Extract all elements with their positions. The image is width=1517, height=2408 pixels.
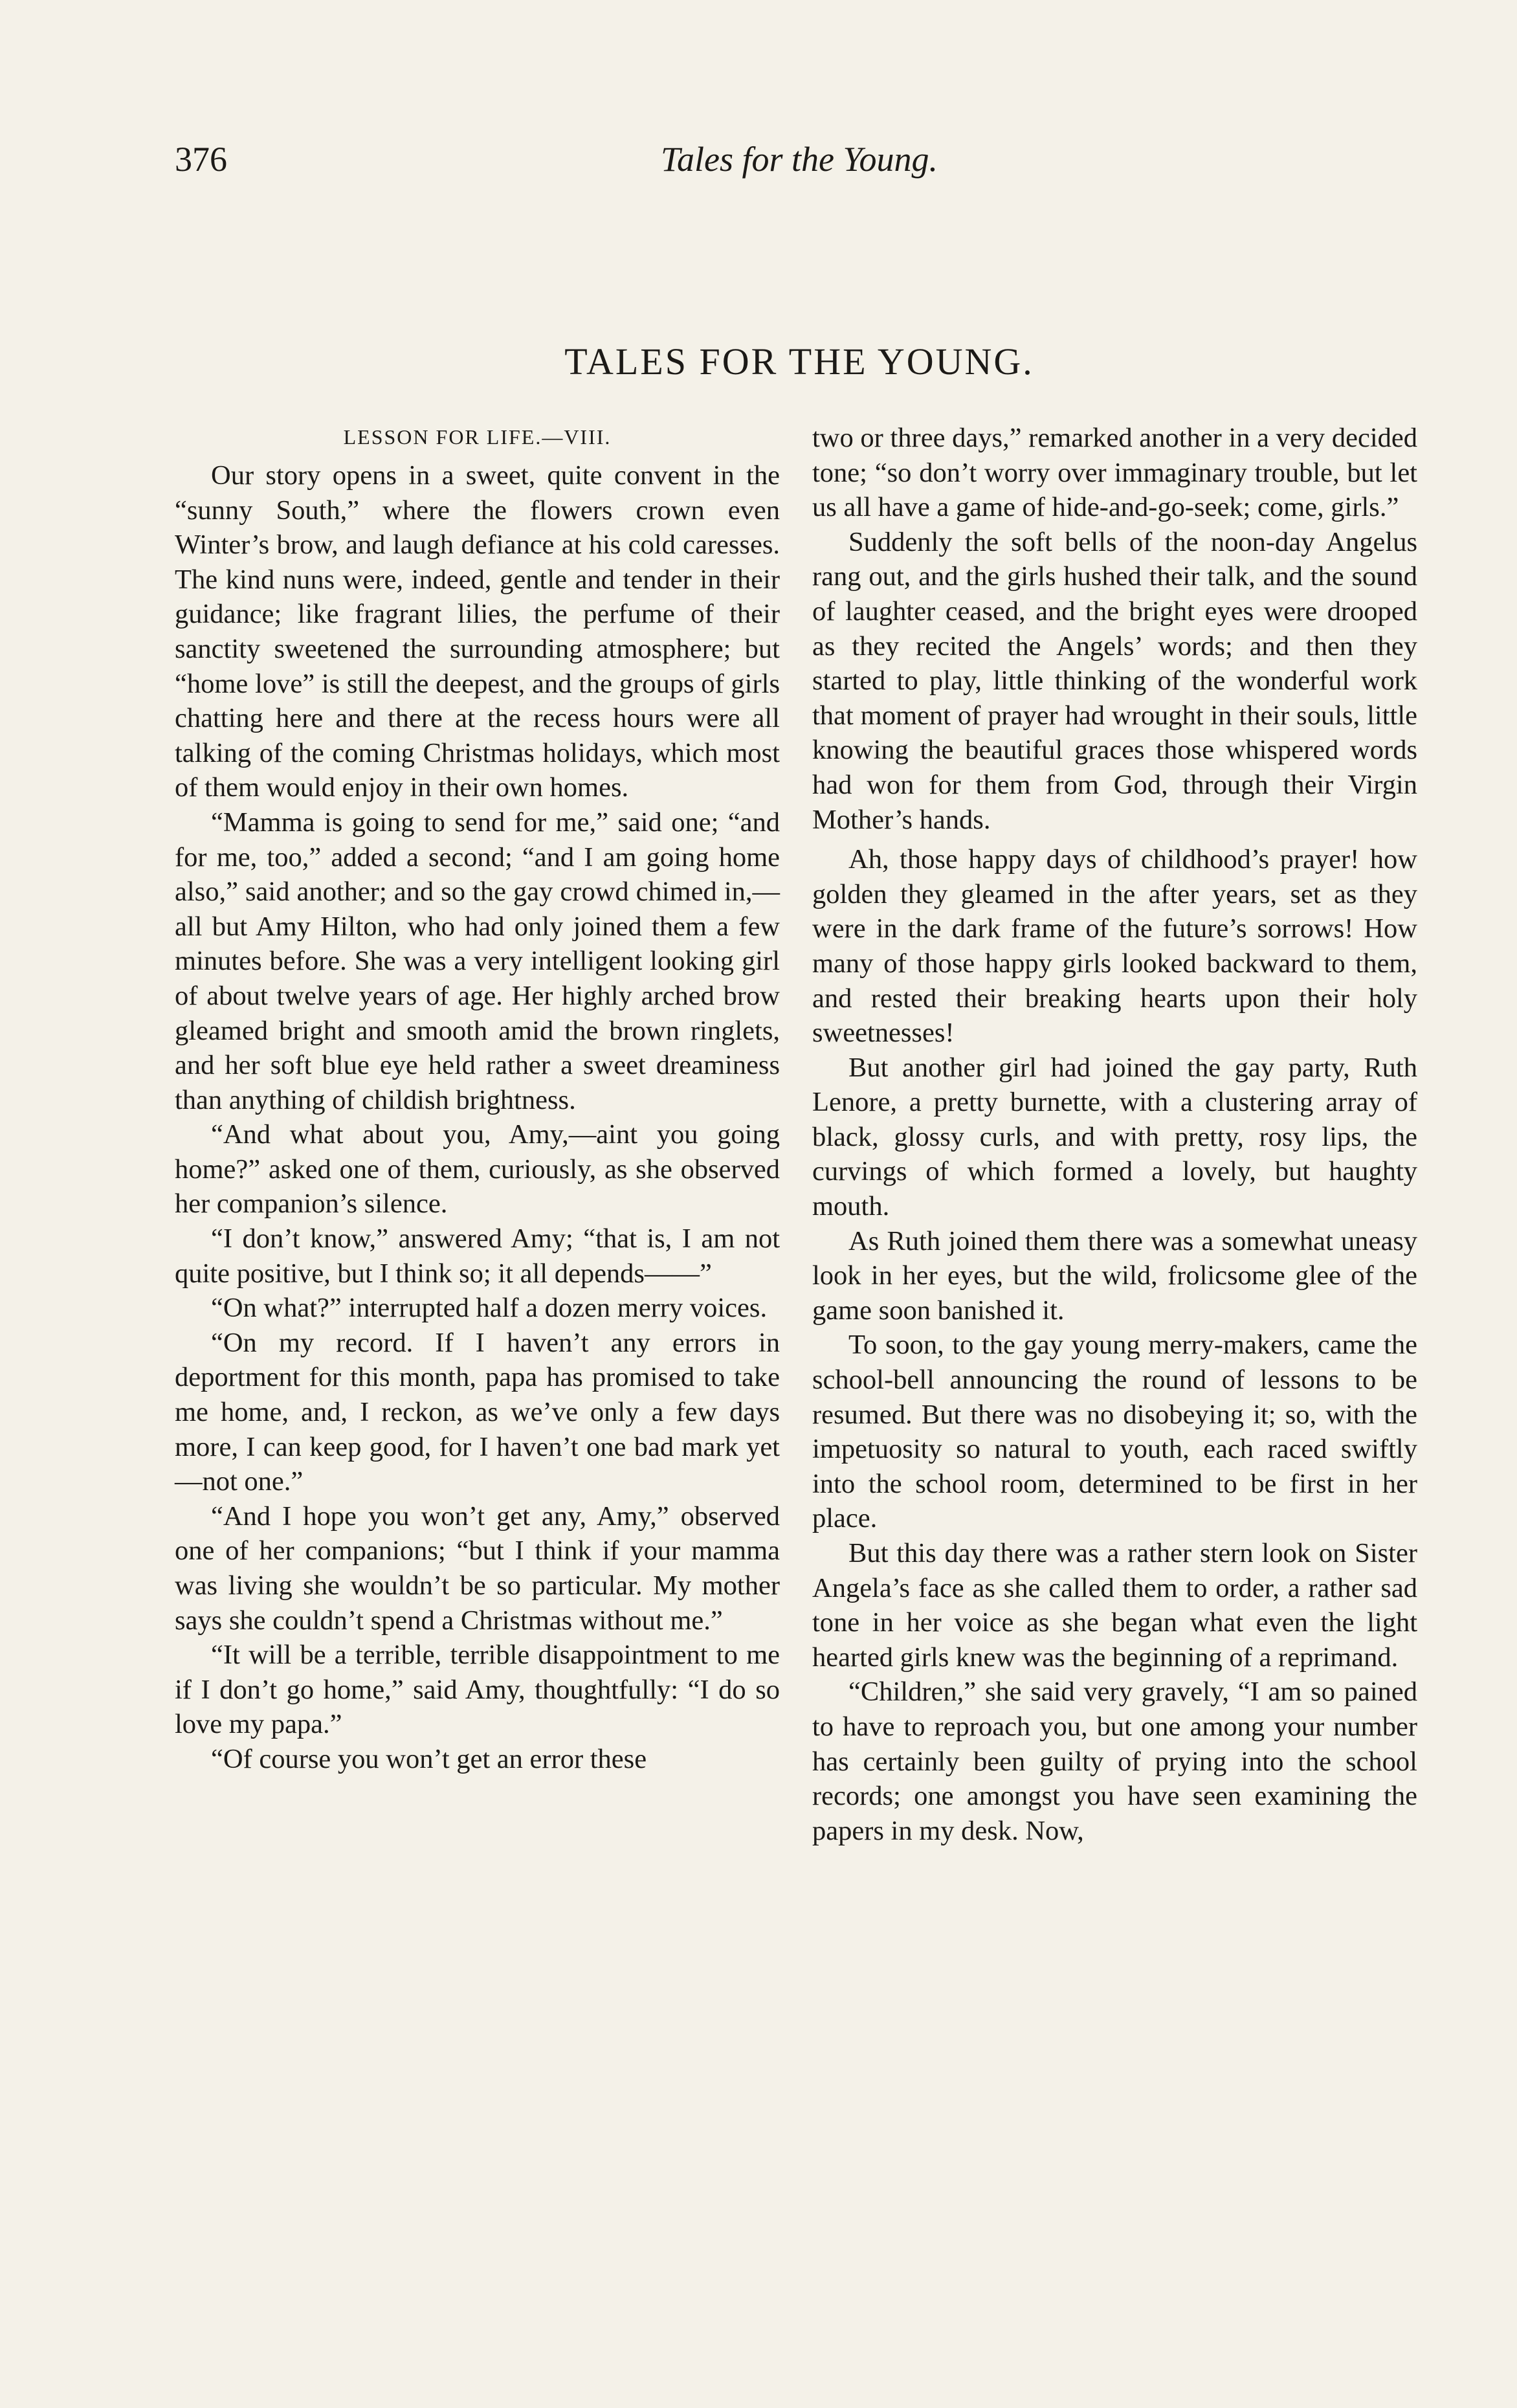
paragraph: Suddenly the soft bells of the noon-day Angelus rang out, and the girls hushed their talk, and the sound of laughter ceased, and the bright eyes were drooped as they recited the Angels’ words; and then they started to play, little thinking of the wonderful work that moment of prayer had wrought in their souls, little knowing the beautiful graces those whispered words had won for them from God, through their Virgin Mother’s hands.: [812, 526, 1417, 835]
paragraph: To soon, to the gay young merry-makers, came the school-bell announcing the round of lessons to be resumed. But there was no disobeying it; so, with the impetuosity so natural to youth, each raced swiftly into the school room, determined to be first in her place.: [812, 1330, 1417, 1534]
page-title: TALES FOR THE YOUNG.: [564, 340, 1034, 383]
paragraph: But this day there was a rather stern look on Sister Angela’s face as she called them to order, a rather sad tone in her voice as she began what even the light hearted girls knew was the beginning of a reprimand.: [812, 1538, 1417, 1673]
left-column: [175, 421, 780, 1777]
running-head: [175, 139, 1424, 197]
paragraph: Ah, those happy days of childhood’s prayer! how golden they gleamed in the after years, set as they were in the dark frame of the future’s sorrows! How many of those happy girls looked backward to them, and rested their breaking hearts upon their holy sweetnesses!: [812, 844, 1417, 1049]
paragraph: Our story opens in a sweet, quite convent in the “sunny South,” where the flowers crown even Winter’s brow, and laugh defiance at his cold caresses. The kind nuns were, indeed, gentle and tender in their guidance; like fragrant lilies, the perfume of their sanctity sweetened the surrounding atmosphere; but “home love” is still the deepest, and the groups of girls chatting here and there at the recess hours were all talking of the coming Christmas holidays, which most of them would enjoy in their own homes.: [175, 460, 780, 803]
paragraph: “Children,” she said very gravely, “I am so pained to have to reproach you, but one among your number has certainly been guilty of prying into the school records; one amongst you have seen examining the papers in my desk. Now,: [812, 1677, 1417, 1846]
lesson-heading: LESSON FOR LIFE.—VIII.: [343, 425, 612, 449]
paragraph: two or three days,” remarked another in a very decided tone; “so don’t worry over immaginary trouble, but let us all have a game of hide-and-go-seek; come, girls.”: [812, 423, 1417, 523]
paragraph: “On my record. If I haven’t any errors in deportment for this month, papa has promised to take me home, and, I reckon, as we’ve only a few days more, I can keep good, for I haven’t one bad mark yet—not one.”: [175, 1327, 780, 1497]
paragraph: “On what?” interrupted half a dozen merry voices.: [211, 1293, 768, 1324]
paragraph: “And I hope you won’t get any, Amy,” observed one of her companions; “but I think if your mamma was living she wouldn’t be so particular. My mother says she couldn’t spend a Christmas without me.”: [175, 1500, 780, 1636]
paragraph: “It will be a terrible, terrible disappointment to me if I don’t go home,” said Amy, thoughtfully: “I do so love my papa.”: [175, 1640, 780, 1740]
right-column: [812, 421, 1417, 1848]
running-title: Tales for the Young.: [660, 140, 938, 179]
page-number: 376: [175, 140, 227, 179]
paragraph: As Ruth joined them there was a somewhat uneasy look in her eyes, but the wild, frolicsome glee of the game soon banished it.: [812, 1225, 1417, 1326]
paragraph: But another girl had joined the gay party, Ruth Lenore, a pretty burnette, with a clustering array of black, glossy curls, and with pretty, rosy lips, the curvings of which formed a lovely, but haughty mouth.: [812, 1052, 1417, 1222]
paragraph: “Of course you won’t get an error these: [211, 1743, 647, 1774]
paragraph: “And what about you, Amy,—aint you going home?” asked one of them, curiously, as she observed her companion’s silence.: [175, 1119, 780, 1220]
paragraph: “I don’t know,” answered Amy; “that is, I am not quite positive, but I think so; it all depends——”: [175, 1223, 780, 1289]
paragraph: “Mamma is going to send for me,” said one; “and for me, too,” added a second; “and I am going home also,” said another; and so the gay crowd chimed in,—all but Amy Hilton, who had only joined them a few minutes before. She was a very intelligent looking girl of about twelve years of age. Her highly arched brow gleamed bright and smooth amid the brown ringlets, and her soft blue eye held rather a sweet dreaminess than anything of childish brightness.: [175, 807, 780, 1115]
